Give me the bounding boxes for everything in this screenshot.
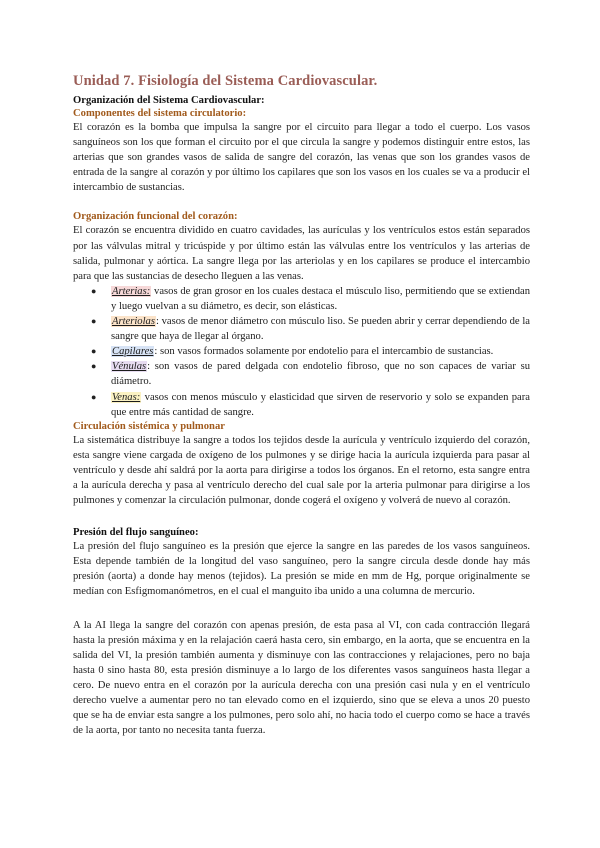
pressure-paragraph-2: A la AI llega la sangre del corazón con apenas presión, de esta pasa al VI, con cada contracción llegará hasta la presión máxima y en la relajación caerá hasta cero, sin embargo, en la aorta, que se encuentra en la salida del VI, la presión también aumenta y disminuye con las contracciones y relajaciones, pero no baja hasta 0 sino hasta 80, esta presión disminuye a lo largo de los diferentes vasos sanguíneos hasta llegar a cero. De nuevo entra en el corazón por la aurícula derecha con una presión casi nula y en el ventrículo derecho vuelve a aumentar pero no tan elevado como en el izquierdo, sino que se eleva a unos 20 puesto que se ha de enviar esta sangre a los pulmones, pero solo ahí, no hacia todo el cuerpo como se hace a través de la aorta, por tanto no necesita tanta fuerza. bbox=[73, 619, 530, 737]
circulation-paragraph: La sistemática distribuye la sangre a todos los tejidos desde la aurícula y ventrículo izquierdo del corazón, esta sangre viene cargada de oxígeno de los pulmones y se dirige hacia la aurícula izquierda para pasar al ventrículo y desde ahí saldrá por la aorta para dirigirse a todos los órganos. En el retorno, esta sangre entra a la aurícula derecha y pasa al ventrículo derecho del cual sale por la arteria pulmonar para dirigirse a los pulmones y comenzar la circulación pulmonar, donde cogerá el oxígeno y volverá de nuevo al corazón. bbox=[73, 434, 530, 507]
functional-heading: Organización funcional del corazón: bbox=[73, 211, 238, 223]
list-item bbox=[111, 390, 530, 420]
pressure-paragraph-1: La presión del flujo sanguíneo es la presión que ejerce la sangre en las paredes de los vasos sanguíneos. Esta depende también de la longitud del vaso sanguíneo, pero la sangre circula desde donde hay más presión (aorta) a donde hay menos (tejidos). La presión se mide en mm de Hg, porque originalmente se medían con Esfigmomanómetros, en el cual el manguito iba unido a una columna de mercurio. bbox=[73, 541, 530, 598]
vessel-desc: : son vasos de pared delgada con endotelio fibroso, que no son capaces de variar su diámetro. bbox=[111, 361, 530, 388]
vessel-term: Arterias: bbox=[112, 285, 151, 297]
list-item bbox=[111, 359, 530, 389]
vessel-desc: vasos de gran grosor en los cuales destaca el músculo liso, permitiendo que se extiendan y luego vuelvan a su diámetro, es decir, son elásticas. bbox=[111, 285, 530, 312]
list-item bbox=[111, 284, 530, 314]
vessel-desc: : son vasos formados solamente por endotelio para el intercambio de sustancias. bbox=[154, 346, 494, 358]
vessel-term: Venas: bbox=[112, 391, 141, 403]
vessel-desc: vasos con menos músculo y elasticidad que sirven de reservorio y solo se expanden para que entre más cantidad de sangre. bbox=[111, 391, 530, 418]
functional-paragraph: El corazón se encuentra dividido en cuatro cavidades, las aurículas y los ventrículos estos están separados por las válvulas mitral y tricúspide y por último están las válvulas entre los ventrículos y las arterias de salida, pulmonar y aórtica. La sangre llega por las arteriolas y en los capilares se produce el intercambio para que las sustancias de desecho lleguen a las venas. bbox=[73, 225, 530, 282]
components-heading: Componentes del sistema circulatorio: bbox=[73, 108, 247, 119]
unit-title: Unidad 7. Fisiología del Sistema Cardiovascular. bbox=[73, 73, 378, 89]
components-paragraph: El corazón es la bomba que impulsa la sangre por el circuito para llegar a todo el cuerpo. Los vasos sanguíneos son los que forman el circuito por el que circula la sangre y podemos distinguir entre estos, las arterias que son grandes vasos de salida de sangre del corazón, las venas que son los grandes vasos de entrada de la sangre al corazón y por último los capilares que son los vasos en los cuales se va a producir el intercambio de sustancias. bbox=[73, 122, 530, 194]
vessel-term: Arteriolas bbox=[112, 316, 155, 328]
vessel-desc: : vasos de menor diámetro con músculo liso. Se pueden abrir y cerrar dependiendo de la sangre que haya de llegar al órgano. bbox=[111, 316, 530, 343]
vessel-term: Vénulas bbox=[112, 361, 147, 373]
vessel-term: Capilares bbox=[112, 346, 154, 358]
list-item bbox=[111, 314, 530, 344]
list-item bbox=[111, 344, 530, 359]
circulation-heading: Circulación sistémica y pulmonar bbox=[73, 420, 225, 432]
pressure-heading: Presión del flujo sanguíneo: bbox=[73, 527, 199, 539]
organization-title: Organización del Sistema Cardiovascular: bbox=[73, 95, 265, 106]
vessel-list bbox=[73, 284, 530, 420]
